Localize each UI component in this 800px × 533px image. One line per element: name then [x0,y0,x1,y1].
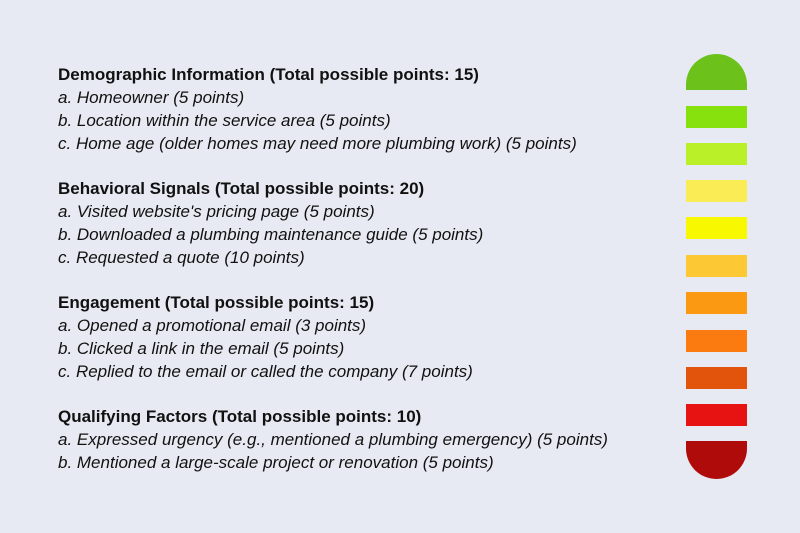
meter-segment [686,404,747,426]
meter-segment [686,217,747,239]
criteria-item: c. Replied to the email or called the company (7 points) [58,362,473,381]
section-heading: Behavioral Signals (Total possible points: 20) [58,179,425,198]
lead-scoring-criteria [58,63,688,496]
section-heading: Qualifying Factors (Total possible points: 10) [58,407,422,426]
meter-segment [686,106,747,128]
criteria-item: b. Downloaded a plumbing maintenance guide (5 points) [58,225,484,244]
criteria-item: b. Clicked a link in the email (5 points) [58,339,345,358]
criteria-item: c. Home age (older homes may need more plumbing work) (5 points) [58,134,577,153]
section-heading: Demographic Information (Total possible points: 15) [58,65,479,84]
section-demographic [58,63,688,155]
criteria-item: b. Mentioned a large-scale project or renovation (5 points) [58,453,494,472]
meter-segment [686,367,747,389]
criteria-item: a. Visited website's pricing page (5 points) [58,202,375,221]
section-heading: Engagement (Total possible points: 15) [58,293,375,312]
meter-segment [686,54,747,90]
meter-segment [686,292,747,314]
criteria-item: a. Opened a promotional email (3 points) [58,316,367,335]
criteria-item: c. Requested a quote (10 points) [58,248,305,267]
meter-segment [686,441,747,479]
meter-segment [686,330,747,352]
section-behavioral [58,177,688,269]
section-engagement [58,291,688,383]
meter-segment [686,180,747,202]
criteria-item: a. Homeowner (5 points) [58,88,245,107]
meter-segment [686,255,747,277]
criteria-item: b. Location within the service area (5 points) [58,111,391,130]
section-qualifying [58,405,688,474]
criteria-item: a. Expressed urgency (e.g., mentioned a plumbing emergency) (5 points) [58,430,608,449]
meter-segment [686,143,747,165]
score-temperature-meter [686,54,747,479]
